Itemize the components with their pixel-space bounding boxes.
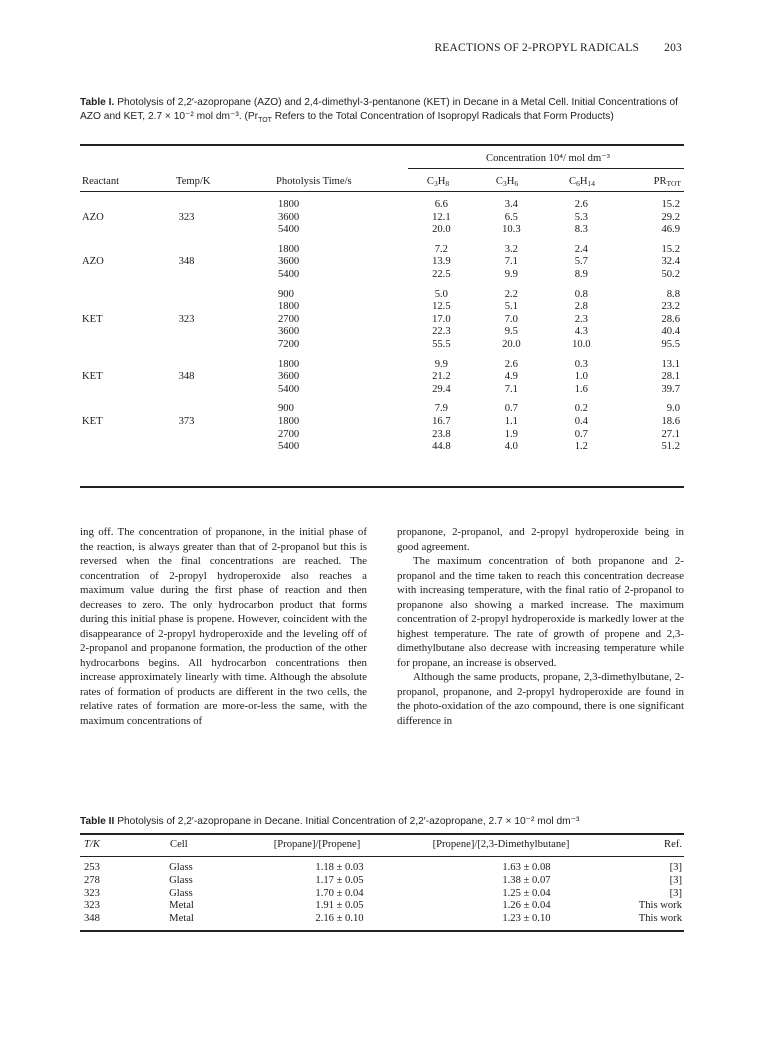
prtot-cell: 27.1 <box>661 428 680 440</box>
prtot-cell: 95.5 <box>661 338 680 350</box>
prtot-cell: 40.4 <box>661 326 680 338</box>
empty-cell <box>177 244 277 257</box>
prtot-cell: 28.6 <box>661 313 680 325</box>
dimethylbutane-cell: 1.2 <box>574 441 588 453</box>
propene-cell: 4.0 <box>504 441 518 453</box>
body-left-column <box>80 525 367 728</box>
cell-type-cell: Metal <box>169 900 194 912</box>
empty-cell <box>177 339 277 352</box>
body-right-column <box>397 525 684 728</box>
table2-header-ratio2: [Propene]/[2,3-Dimethylbutane] <box>432 839 570 850</box>
dimethylbutane-cell: 2.6 <box>574 199 588 210</box>
table1-bottom-rule <box>80 486 684 488</box>
table-row-gap <box>80 237 684 244</box>
time-cell: 900 <box>277 403 294 415</box>
table-row <box>80 913 684 926</box>
time-cell: 2700 <box>277 313 300 325</box>
propane-cell: 7.2 <box>434 243 448 255</box>
empty-cell <box>177 441 277 454</box>
prtot-cell: 23.2 <box>661 301 680 313</box>
table1-header-dimethylbutane: $C_6H_{14}$ <box>569 176 595 188</box>
time-cell: 1800 <box>277 199 300 210</box>
time-cell: 3600 <box>277 371 300 383</box>
time-cell: 1800 <box>277 358 300 370</box>
empty-cell <box>177 429 277 442</box>
cell-type-cell: Metal <box>169 913 194 925</box>
prtot-cell: 39.7 <box>661 383 680 395</box>
time-cell: 7200 <box>277 338 300 350</box>
empty-cell <box>177 224 277 237</box>
prtot-cell: 29.2 <box>661 211 680 223</box>
prtot-cell: 50.2 <box>661 268 680 280</box>
table-row <box>80 224 684 237</box>
propane-cell: 5.0 <box>434 288 448 300</box>
table-row <box>80 403 684 416</box>
reactant-cell: KET <box>82 313 103 325</box>
table2-header-ratio1: [Propane]/[Propene] <box>273 839 361 850</box>
propene-cell: 3.2 <box>504 243 518 255</box>
page-number: 203 <box>664 42 682 54</box>
time-cell: 3600 <box>277 256 300 268</box>
dimethylbutane-cell: 4.3 <box>574 326 588 338</box>
time-cell: 1800 <box>277 301 300 313</box>
reactant-cell: AZO <box>82 211 104 223</box>
prtot-cell: 46.9 <box>661 224 680 236</box>
empty-cell <box>80 199 177 212</box>
prtot-cell: 28.1 <box>661 371 680 383</box>
table2-header-temp: T/K <box>84 839 100 850</box>
prtot-cell: 15.2 <box>661 199 680 210</box>
temp-cell: 373 <box>178 415 195 427</box>
table-row <box>80 289 684 302</box>
table-row <box>80 212 684 225</box>
empty-cell <box>177 359 277 372</box>
time-cell: 5400 <box>277 224 300 236</box>
table-row <box>80 359 684 372</box>
table-row <box>80 888 684 901</box>
propene-cell: 10.3 <box>502 224 521 236</box>
temp-cell: 323 <box>178 211 195 223</box>
propene-cell: 7.1 <box>504 383 518 395</box>
propene-cell: 1.1 <box>504 415 518 427</box>
temp-cell: 323 <box>84 900 100 912</box>
body-paragraph: ing off. The concentration of propanone, in the initial phase of the reaction, is always greater than that of 2-propanol but this is reversed when the final concentrations are reached. The concentration of 2-propyl hydroperoxide also reaches a maximum value during the first phase of reaction and then decreases to zero. The only hydrocarbon product that forms during this initial phase is propene. However, coincident with the disappearance of 2-propyl hydroperoxide and the leveling off of 2-propanol and propanone formation, the production of the other hydrocarbons begins. All hydrocarbon concentrations then increase approximately linearly with time. Although the absolute rates of formation of products are different in the two cells, the relative rates of formation are more-or-less the same, with the maximum concentrations of <box>80 526 367 727</box>
table-row <box>80 269 684 282</box>
ref-cell: [3] <box>669 887 682 899</box>
table2-header-cell: Cell <box>170 839 188 850</box>
propane-cell: 20.0 <box>432 224 451 236</box>
empty-cell <box>177 301 277 314</box>
ref-cell: [3] <box>669 874 682 886</box>
propene-cell: 9.5 <box>504 326 518 338</box>
table1-label: Table I. <box>80 97 115 108</box>
propane-cell: 6.6 <box>434 199 448 210</box>
dimethylbutane-cell: 8.3 <box>574 224 588 236</box>
body-paragraph: Although the same products, propane, 2,3-dimethylbutane, 2-propanol, propanone, and 2-propyl hydroperoxide are found in the photo-oxidation of the azo compound, there is one significant difference in <box>397 671 684 727</box>
propene-cell: 2.6 <box>504 358 518 370</box>
propane-cell: 55.5 <box>432 338 451 350</box>
propane-cell: 17.0 <box>432 313 451 325</box>
table1-header-rule <box>80 191 684 192</box>
propane-cell: 23.8 <box>432 428 451 440</box>
temp-cell: 348 <box>178 371 195 383</box>
table1-group-header: Concentration 10⁴/ mol dm⁻³ <box>486 153 610 164</box>
time-cell: 1800 <box>277 243 300 255</box>
dimethylbutane-cell: 0.3 <box>574 358 588 370</box>
dimethylbutane-cell: 10.0 <box>572 338 591 350</box>
table2-bottom-rule <box>80 930 684 932</box>
empty-cell <box>80 244 177 257</box>
table1-header-temp: Temp/K <box>176 176 211 187</box>
table1 <box>80 199 684 454</box>
propane-cell: 44.8 <box>432 441 451 453</box>
propene-cell: 0.7 <box>504 403 518 415</box>
time-cell: 1800 <box>277 415 300 427</box>
propane-cell: 22.5 <box>432 268 451 280</box>
table1-top-rule <box>80 144 684 146</box>
prtot-cell: 8.8 <box>666 288 680 300</box>
table2-caption-text: Photolysis of 2,2′-azopropane in Decane. Initial Concentration of 2,2′-azopropane, 2.7 × 10⁻² mol dm⁻³ <box>117 816 580 827</box>
time-cell: 2700 <box>277 428 300 440</box>
propane-propene-cell: 1.70 ± 0.04 <box>315 887 364 899</box>
temp-cell: 323 <box>178 313 195 325</box>
time-cell: 5400 <box>277 383 300 395</box>
temp-cell: 253 <box>84 862 100 873</box>
running-head <box>412 42 682 54</box>
propane-propene-cell: 1.18 ± 0.03 <box>315 862 364 873</box>
propane-propene-cell: 1.17 ± 0.05 <box>315 874 364 886</box>
table2-header-ref: Ref. <box>664 839 682 850</box>
ref-cell: [3] <box>669 862 682 873</box>
dimethylbutane-cell: 1.6 <box>574 383 588 395</box>
propene-cell: 5.1 <box>504 301 518 313</box>
table1-caption-tail: Refers to the Total Concentration of Isopropyl Radicals that Form Products) <box>271 111 614 123</box>
empty-cell <box>80 224 177 237</box>
empty-cell <box>80 429 177 442</box>
dimethylbutane-cell: 2.4 <box>574 243 588 255</box>
propene-cell: 1.9 <box>504 428 518 440</box>
dimethylbutane-cell: 1.0 <box>574 371 588 383</box>
table-row <box>80 339 684 352</box>
propene-dmb-cell: 1.38 ± 0.07 <box>502 874 551 886</box>
table1-group-rule <box>408 168 684 169</box>
ref-cell: This work <box>638 913 682 925</box>
table-row <box>80 199 684 212</box>
propene-cell: 20.0 <box>502 338 521 350</box>
gap-cell <box>80 396 684 403</box>
table-row-gap <box>80 352 684 359</box>
cell-type-cell: Glass <box>169 862 193 873</box>
table-row <box>80 384 684 397</box>
dimethylbutane-cell: 0.8 <box>574 288 588 300</box>
table-row <box>80 429 684 442</box>
prtot-cell: 9.0 <box>666 403 680 415</box>
reactant-cell: KET <box>82 371 103 383</box>
table1-header-propane: $C_3H_8$ <box>426 176 450 188</box>
temp-cell: 348 <box>178 256 195 268</box>
propene-cell: 7.0 <box>504 313 518 325</box>
propene-cell: 3.4 <box>504 199 518 210</box>
reactant-cell: AZO <box>82 256 104 268</box>
reactant-cell: KET <box>82 415 103 427</box>
gap-cell <box>80 352 684 359</box>
empty-cell <box>177 403 277 416</box>
table1-header-prtot: $PR_{TOT}$ <box>653 176 681 188</box>
time-cell: 5400 <box>277 268 300 280</box>
prtot-cell: 51.2 <box>661 441 680 453</box>
prtot-cell: 18.6 <box>661 415 680 427</box>
time-cell: 3600 <box>277 326 300 338</box>
propene-cell: 4.9 <box>504 371 518 383</box>
table-row <box>80 441 684 454</box>
time-cell: 3600 <box>277 211 300 223</box>
table-row <box>80 875 684 888</box>
empty-cell <box>80 359 177 372</box>
propene-cell: 9.9 <box>504 268 518 280</box>
table1-header-propene: $C_3H_6$ <box>495 176 519 188</box>
propane-cell: 16.7 <box>432 415 451 427</box>
propane-cell: 7.9 <box>434 403 448 415</box>
table2 <box>80 862 684 926</box>
body-paragraph: The maximum concentration of both propanone and 2-propanol and the time taken to reach this concentration decrease with increasing temperature, with the final ratio of 2-propanol to propanone also showing a marked increase. The maximum concentration of 2-propyl hydroperoxide is markedly lower at the highest temperature. The rate of growth of propene and 2,3-dimethylbutane also decrease with increasing temperature while for propane, an increase is observed. <box>397 555 684 669</box>
propane-cell: 22.3 <box>432 326 451 338</box>
table1-caption-sub: TOT <box>258 117 272 125</box>
propane-cell: 21.2 <box>432 371 451 383</box>
empty-cell <box>80 269 177 282</box>
table2-header-rule <box>80 856 684 857</box>
gap-cell <box>80 237 684 244</box>
empty-cell <box>80 384 177 397</box>
table-row <box>80 416 684 429</box>
propane-cell: 29.4 <box>432 383 451 395</box>
time-cell: 5400 <box>277 441 300 453</box>
time-cell: 900 <box>277 288 294 300</box>
dimethylbutane-cell: 0.4 <box>574 415 588 427</box>
propene-cell: 6.5 <box>504 211 518 223</box>
temp-cell: 348 <box>84 913 100 925</box>
dimethylbutane-cell: 0.7 <box>574 428 588 440</box>
table-row <box>80 314 684 327</box>
table2-label: Table II <box>80 816 115 827</box>
table-row <box>80 862 684 875</box>
dimethylbutane-cell: 5.7 <box>574 256 588 268</box>
table1-caption-text: Photolysis of 2,2′-azopropane (AZO) and 2,4-dimethyl-3-pentanone (KET) in Decane in a Metal Cell. Initial Concentrations of AZO and KET, 2.7 × 10⁻² mol dm⁻³. (Pr <box>80 97 678 123</box>
propane-cell: 13.9 <box>432 256 451 268</box>
propane-propene-cell: 2.16 ± 0.10 <box>315 913 364 925</box>
empty-cell <box>80 289 177 302</box>
empty-cell <box>80 339 177 352</box>
table-row <box>80 244 684 257</box>
propane-cell: 12.5 <box>432 301 451 313</box>
gap-cell <box>80 282 684 289</box>
prtot-cell: 13.1 <box>661 358 680 370</box>
table-row <box>80 371 684 384</box>
table-row <box>80 326 684 339</box>
propene-cell: 2.2 <box>504 288 518 300</box>
running-head-title: REACTIONS OF 2-PROPYL RADICALS <box>434 42 640 54</box>
empty-cell <box>177 326 277 339</box>
prtot-cell: 15.2 <box>661 243 680 255</box>
empty-cell <box>80 403 177 416</box>
prtot-cell: 32.4 <box>661 256 680 268</box>
propene-dmb-cell: 1.26 ± 0.04 <box>502 900 551 912</box>
table-row <box>80 900 684 913</box>
table1-header-time: Photolysis Time/s <box>276 176 352 187</box>
dimethylbutane-cell: 8.9 <box>574 268 588 280</box>
table2-top-rule <box>80 833 684 835</box>
propene-dmb-cell: 1.63 ± 0.08 <box>502 862 551 873</box>
empty-cell <box>177 269 277 282</box>
dimethylbutane-cell: 2.3 <box>574 313 588 325</box>
body-paragraph: propanone, 2-propanol, and 2-propyl hydroperoxide being in good agreement. <box>397 526 684 553</box>
temp-cell: 278 <box>84 874 100 886</box>
table-row-gap <box>80 396 684 403</box>
propene-dmb-cell: 1.25 ± 0.04 <box>502 887 551 899</box>
empty-cell <box>177 384 277 397</box>
propane-cell: 9.9 <box>434 358 448 370</box>
empty-cell <box>80 301 177 314</box>
cell-type-cell: Glass <box>169 887 193 899</box>
ref-cell: This work <box>638 900 682 912</box>
dimethylbutane-cell: 5.3 <box>574 211 588 223</box>
empty-cell <box>80 326 177 339</box>
propane-cell: 12.1 <box>432 211 451 223</box>
table1-header-reactant: Reactant <box>82 176 120 187</box>
propene-cell: 7.1 <box>504 256 518 268</box>
temp-cell: 323 <box>84 887 100 899</box>
empty-cell <box>80 441 177 454</box>
propane-propene-cell: 1.91 ± 0.05 <box>315 900 364 912</box>
table1-caption <box>80 96 684 128</box>
empty-cell <box>177 199 277 212</box>
table2-caption <box>80 815 690 829</box>
dimethylbutane-cell: 0.2 <box>574 403 588 415</box>
table-row-gap <box>80 282 684 289</box>
empty-cell <box>177 289 277 302</box>
cell-type-cell: Glass <box>169 874 193 886</box>
propene-dmb-cell: 1.23 ± 0.10 <box>502 913 551 925</box>
dimethylbutane-cell: 2.8 <box>574 301 588 313</box>
table-row <box>80 256 684 269</box>
table-row <box>80 301 684 314</box>
